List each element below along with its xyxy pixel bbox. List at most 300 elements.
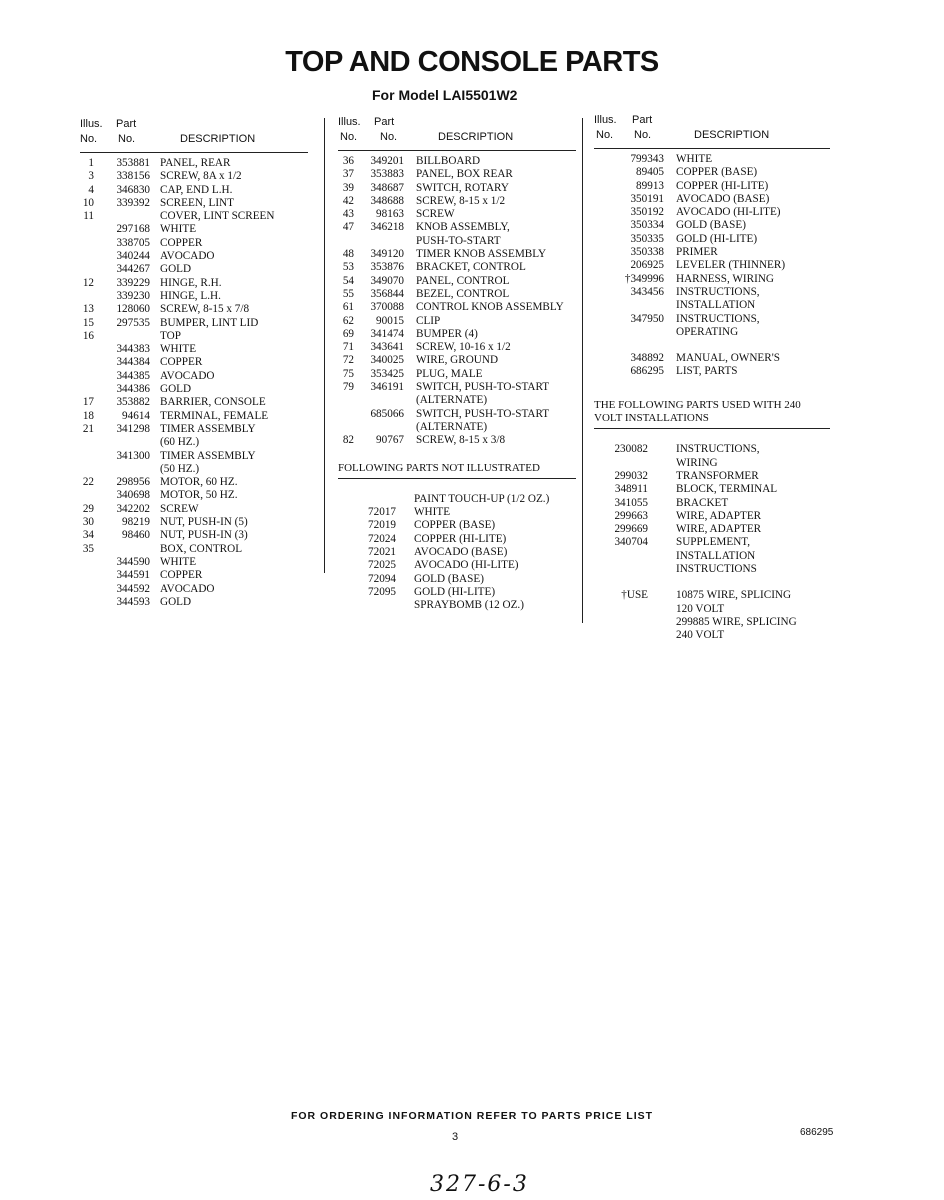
table-row [338,533,576,546]
part-no-cell: 686295 [630,365,664,378]
part-no-cell: 297168 [116,223,150,236]
table-row [338,434,576,447]
part-no-cell: 299663 [614,509,648,522]
part-no-cell: 341474 [370,327,404,340]
illus-no-cell: 36 [342,155,354,167]
description-cell: COPPER (HI-LITE) [414,532,507,545]
description-cell: COPPER [160,356,203,369]
column-header [338,116,576,150]
part-no-cell: 72017 [368,506,396,519]
description-cell: HINGE, L.H. [160,289,221,302]
part-no-cell: 344384 [116,356,150,369]
table-row [594,470,830,483]
table-row [80,277,308,290]
part-no-cell: 344593 [116,595,150,608]
illus-no-cell: 69 [342,327,354,340]
illus-no-cell: 47 [342,221,354,234]
part-no-cell: 353425 [370,367,404,380]
part-no-cell: 72019 [368,519,396,532]
header-no: No. [80,133,98,145]
table-row [594,166,830,179]
table-row [338,493,576,506]
table-row [80,184,308,197]
part-no-cell: 350335 [630,232,664,245]
description-cell: SCREW, 8A x 1/2 [160,170,242,183]
description-cell: BOX, CONTROL [160,542,243,555]
table-row [338,275,576,288]
part-no-cell: 298956 [116,476,150,489]
illus-no-cell: 48 [342,248,354,261]
table-row [338,288,576,301]
illus-no-cell: 15 [82,316,94,329]
handwritten-note: 327-6-3 [430,1172,529,1197]
table-row [80,569,308,582]
illus-no-cell: 11 [83,210,94,223]
part-no-cell: 344592 [116,582,150,595]
table-row [594,273,830,286]
part-no-cell: 338705 [116,236,150,249]
part-no-cell: 348688 [370,194,404,207]
illus-no-cell: 29 [82,502,94,515]
description-cell: INSTALLATION [676,549,756,562]
not-illustrated-note: FOLLOWING PARTS NOT ILLUSTRATED [338,462,576,479]
description-cell: AVOCADO [160,582,215,595]
description-cell: NUT, PUSH-IN (3) [160,529,248,542]
header-illus: Illus. [594,114,617,126]
table-row [594,352,830,365]
illus-no-cell: 1 [88,157,94,169]
part-no-cell: 348911 [614,483,648,496]
table-row [594,497,830,510]
part-no-cell: 340244 [116,250,150,263]
part-no-cell: 344590 [116,555,150,568]
part-no-cell: 299669 [614,523,648,536]
part-no-cell: 347950 [630,312,664,325]
illus-no-cell: 22 [82,476,94,489]
description-cell: PLUG, MALE [416,367,483,380]
table-row [594,563,830,576]
part-no-cell: 349120 [370,248,404,261]
description-cell: COPPER [160,236,203,249]
description-cell: SCREEN, LINT [160,196,234,209]
table-row [594,523,830,536]
part-no-cell: 342202 [116,502,150,515]
part-no-cell: 98163 [376,208,404,221]
header-description: DESCRIPTION [438,131,514,143]
description-cell: COPPER (BASE) [414,519,496,532]
illus-no-cell: 3 [88,170,94,183]
part-no-cell: 348687 [370,181,404,194]
part-no-cell: 339229 [116,276,150,289]
part-no-cell: 338156 [116,170,150,183]
description-cell: BRACKET, CONTROL [416,261,526,274]
part-no-cell: 799343 [630,153,664,165]
part-no-cell: 206925 [630,259,664,272]
part-no-cell: 344385 [116,369,150,382]
table-row [80,250,308,263]
table-row [338,368,576,381]
table-row [80,383,308,396]
description-cell: COVER, LINT SCREEN [160,210,275,223]
table-row [80,237,308,250]
description-cell: TIMER ASSEMBLY [160,449,256,462]
table-row [338,301,576,314]
description-cell: TRANSFORMER [676,469,759,482]
table-row [80,423,308,436]
table-row [594,457,830,470]
table-row [338,586,576,599]
description-cell: INSTRUCTIONS, [676,443,760,456]
description-cell: HINGE, R.H. [160,276,222,289]
part-no-cell: 350192 [630,206,664,219]
description-cell: AVOCADO (BASE) [414,546,508,559]
description-cell: WHITE [414,506,451,519]
description-cell: GOLD (BASE) [414,572,484,585]
table-row [338,221,576,234]
table-row [338,248,576,261]
part-no-cell: 343456 [630,285,664,298]
illus-no-cell: 53 [342,261,354,274]
part-no-cell: 90015 [376,314,404,327]
header-description: DESCRIPTION [180,133,256,145]
description-cell: PANEL, BOX REAR [416,168,513,181]
table-row [594,153,830,166]
description-cell: INSTRUCTIONS [676,563,757,576]
description-cell: COPPER (BASE) [676,166,758,179]
table-row [80,410,308,423]
part-no-cell: 90767 [376,434,404,447]
parts-list-extra [594,443,830,642]
table-row [80,529,308,542]
parts-column-2 [338,116,576,613]
table-row [594,365,830,378]
description-cell: LEVELER (THINNER) [676,259,786,272]
part-no-cell: 98460 [122,529,150,542]
part-no-cell: 340025 [370,354,404,367]
table-row [80,356,308,369]
table-row [338,168,576,181]
table-row [80,503,308,516]
description-cell: SCREW, 8-15 x 1/2 [416,194,506,207]
part-no-cell: 370088 [370,301,404,314]
description-cell: SUPPLEMENT, [676,536,751,549]
table-row [338,394,576,407]
table-row [594,180,830,193]
description-cell: WIRE, GROUND [416,354,499,367]
part-no-cell: 350338 [630,246,664,259]
document-number: 686295 [800,1127,834,1138]
table-row [80,596,308,609]
parts-list [80,157,308,609]
description-cell: WHITE [676,153,713,165]
table-row [80,290,308,303]
description-cell: SCREW [160,502,199,515]
part-no-cell: 356844 [370,287,404,300]
header-rule [338,150,576,151]
description-cell: COPPER (HI-LITE) [676,179,769,192]
part-no-cell: 72094 [368,572,396,585]
part-no-cell: 344591 [116,569,150,582]
description-cell: (60 HZ.) [160,436,200,449]
description-cell: SPRAYBOMB (12 OZ.) [414,599,524,612]
description-cell: INSTRUCTIONS, [676,285,760,298]
column-divider [582,118,583,623]
part-no-cell: 297535 [116,316,150,329]
parts-column-3 [594,114,830,643]
header-rule [594,148,830,149]
part-no-cell: 353883 [370,168,404,181]
table-row [594,603,830,616]
table-row [594,246,830,259]
illus-no-cell: 75 [342,367,354,380]
table-row [338,182,576,195]
part-no-cell: 350334 [630,219,664,232]
illus-no-cell: 30 [82,516,94,529]
illus-no-cell: 54 [342,274,354,287]
description-cell: NUT, PUSH-IN (5) [160,516,248,529]
table-row [80,516,308,529]
table-row [594,589,830,602]
part-no-cell: 339230 [116,289,150,302]
description-cell: WIRE, ADAPTER [676,509,762,522]
description-cell: WIRE, ADAPTER [676,523,762,536]
illus-no-cell: 72 [342,354,354,367]
table-row [80,583,308,596]
illus-no-cell: 71 [342,341,354,354]
table-row [80,343,308,356]
illus-no-cell: 61 [342,301,354,314]
description-cell: 120 VOLT [676,602,725,615]
header-part-no: No. [118,133,136,145]
table-row [338,421,576,434]
illus-no-cell: 43 [342,208,354,221]
table-row [80,450,308,463]
part-no-cell: 72095 [368,585,396,598]
model-subtitle: For Model LAI5501W2 [372,87,518,103]
description-cell: 10875 WIRE, SPLICING [676,589,792,602]
table-row [594,536,830,549]
description-cell: BEZEL, CONTROL [416,287,510,300]
part-no-cell: 349070 [370,274,404,287]
table-row [338,599,576,612]
table-row [338,155,576,168]
table-row [80,436,308,449]
table-row [594,219,830,232]
table-row [338,235,576,248]
column-header [594,114,830,148]
table-row [338,546,576,559]
header-part: Part [116,118,137,130]
illus-no-cell: 21 [82,422,94,435]
description-cell: SWITCH, PUSH-TO-START [416,381,550,394]
description-cell: SCREW, 8-15 x 7/8 [160,303,250,316]
description-cell: BRACKET [676,496,729,509]
description-cell: BUMPER, LINT LID [160,316,259,329]
description-cell: KNOB ASSEMBLY, [416,221,510,234]
description-cell: WIRING [676,456,718,469]
table-row [594,510,830,523]
description-cell: TIMER KNOB ASSEMBLY [416,248,547,261]
part-no-cell: 340704 [614,536,648,549]
table-row [338,408,576,421]
description-cell: 240 VOLT [676,629,725,642]
part-no-cell: 341298 [116,422,150,435]
table-row [80,317,308,330]
part-no-cell: 685066 [370,407,404,420]
table-row [80,476,308,489]
description-cell: BILLBOARD [416,155,481,167]
part-no-cell: 343641 [370,341,404,354]
description-cell: GOLD (HI-LITE) [414,585,496,598]
description-cell: LIST, PARTS [676,365,738,378]
description-cell: HARNESS, WIRING [676,272,774,285]
illus-no-cell: 12 [82,276,94,289]
header-part: Part [374,116,395,128]
description-cell: AVOCADO (HI-LITE) [414,559,519,572]
part-no-cell: 353876 [370,261,404,274]
illus-no-cell: 18 [82,409,94,422]
description-cell: COPPER [160,569,203,582]
description-cell: (50 HZ.) [160,462,200,475]
table-row [80,330,308,343]
description-cell: GOLD [160,595,192,608]
description-cell: MOTOR, 50 HZ. [160,489,238,502]
description-cell: 299885 WIRE, SPLICING [676,615,797,628]
table-row [594,286,830,299]
description-cell: PANEL, REAR [160,157,231,169]
header-illus: Illus. [80,118,103,130]
table-row [80,210,308,223]
table-row [594,616,830,629]
illus-no-cell: 34 [82,529,94,542]
description-cell: TOP [160,329,181,342]
part-no-cell: 346191 [370,381,404,394]
parts-list [338,155,576,448]
table-row [80,303,308,316]
description-cell: PRIMER [676,246,718,259]
description-cell: AVOCADO (BASE) [676,192,770,205]
description-cell: WHITE [160,223,197,236]
description-cell: (ALTERNATE) [416,420,488,433]
table-row [338,341,576,354]
description-cell: BARRIER, CONSOLE [160,396,266,409]
description-cell: (ALTERNATE) [416,394,488,407]
illus-no-cell: 17 [82,396,94,409]
parts-list-extra [338,493,576,613]
part-no-cell: 98219 [122,516,150,529]
table-row [338,354,576,367]
part-no-cell: 353881 [116,157,150,169]
part-no-cell: 344386 [116,383,150,396]
description-cell: SCREW, 8-15 x 3/8 [416,434,506,447]
description-cell: PUSH-TO-START [416,234,501,247]
parts-list [594,153,830,379]
table-row [594,550,830,563]
illus-no-cell: 16 [82,329,94,342]
table-row [80,396,308,409]
illus-no-cell: 39 [342,181,354,194]
table-row [338,559,576,572]
description-cell: TERMINAL, FEMALE [160,409,269,422]
header-part-no: No. [380,131,398,143]
table-row [80,543,308,556]
description-cell: MOTOR, 60 HZ. [160,476,238,489]
part-no-cell: 94614 [122,409,150,422]
part-no-cell: †USE [621,589,648,602]
page-title: TOP AND CONSOLE PARTS [285,46,659,78]
description-cell: GOLD (HI-LITE) [676,232,758,245]
part-no-cell: 89913 [636,179,664,192]
description-cell: SCREW, 10-16 x 1/2 [416,341,511,354]
table-row [594,629,830,642]
part-no-cell: 340698 [116,489,150,502]
table-row [80,223,308,236]
part-no-cell: †349996 [624,272,664,285]
description-cell: BLOCK, TERMINAL [676,483,778,496]
part-no-cell: 346218 [370,221,404,234]
part-no-cell: 299032 [614,469,648,482]
description-cell: SWITCH, ROTARY [416,181,509,194]
description-cell: SCREW [416,208,455,221]
row-spacer [594,339,830,352]
column-header [80,118,308,152]
part-no-cell: 128060 [116,303,150,316]
header-rule [80,152,308,153]
description-cell: INSTRUCTIONS, [676,312,760,325]
description-cell: WHITE [160,343,197,356]
part-no-cell: 344267 [116,263,150,276]
description-cell: GOLD (BASE) [676,219,746,232]
table-row [80,197,308,210]
part-no-cell: 72025 [368,559,396,572]
description-cell: AVOCADO [160,250,215,263]
table-row [594,299,830,312]
table-row [338,328,576,341]
column-divider [324,118,325,573]
table-row [594,259,830,272]
table-row [594,233,830,246]
row-spacer [594,576,830,589]
table-row [594,326,830,339]
table-row [594,313,830,326]
description-cell: OPERATING [676,325,739,338]
description-cell: CONTROL KNOB ASSEMBLY [416,301,564,314]
illus-no-cell: 79 [342,381,354,394]
illus-no-cell: 82 [342,434,354,447]
part-no-cell: 344383 [116,343,150,356]
description-cell: GOLD [160,383,192,396]
illus-no-cell: 37 [342,168,354,181]
illus-no-cell: 35 [82,542,94,555]
description-cell: SWITCH, PUSH-TO-START [416,407,550,420]
part-no-cell: 350191 [630,192,664,205]
table-row [338,506,576,519]
description-cell: MANUAL, OWNER'S [676,352,780,365]
part-no-cell: 341055 [614,496,648,509]
table-row [594,483,830,496]
illus-no-cell: 4 [88,183,94,196]
illus-no-cell: 62 [342,314,354,327]
table-row [80,263,308,276]
description-cell: AVOCADO (HI-LITE) [676,206,781,219]
illus-no-cell: 55 [342,287,354,300]
header-description: DESCRIPTION [694,129,770,141]
header-part-no: No. [634,129,652,141]
part-no-cell: 230082 [614,443,648,456]
table-row [80,170,308,183]
description-cell: TIMER ASSEMBLY [160,422,256,435]
table-row [594,193,830,206]
